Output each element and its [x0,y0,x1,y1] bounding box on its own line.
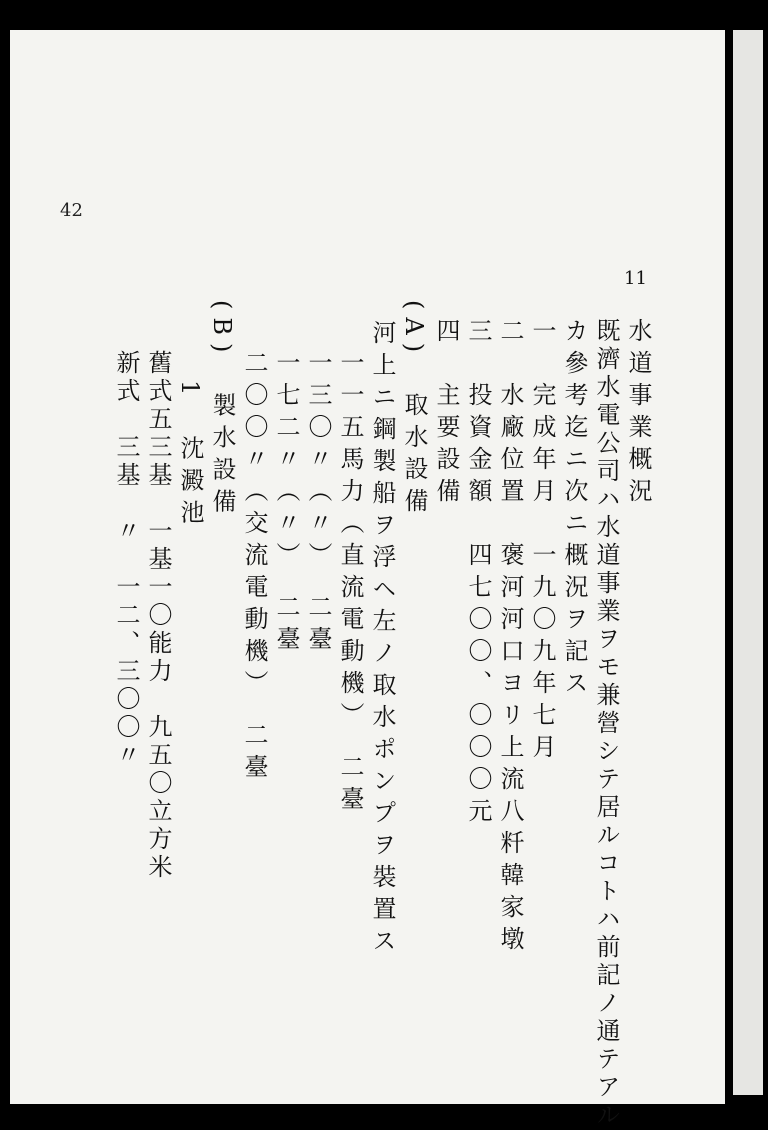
section-title: 水道事業概況 [624,318,652,510]
text-line: 二〇〇〃（交流電動機） 二臺 [240,350,268,786]
text-line: 一 完成年月 一九〇九年七月 [528,318,556,766]
text-line: (A) 取水設備 [400,300,428,521]
text-line: 四 主要設備 [432,318,460,510]
text-line: 既濟水電公司ハ水道事業ヲモ兼營シテ居ルコトハ前記ノ通テアル [592,318,620,1130]
text-line: 一三〇〃（〃） 二臺 [304,350,332,658]
text-line: 河上ニ鋼製船ヲ浮ヘ左ノ取水ポンプヲ裝置ス [368,320,396,960]
section-number: 11 [624,268,647,289]
text-line: 1 沈澱池 [176,380,204,532]
text-line: 二 水廠位置 褒河河口ヨリ上流八粁韓家墩 [496,318,524,958]
adjacent-page-edge [733,30,763,1095]
page-number: 42 [60,200,83,221]
text-line: 一一五馬力（直流電動機） 二臺 [336,350,364,818]
text-line: 舊式五三基 一基一〇能力 九五〇立方米 [144,350,172,882]
text-line: 一七二〃（〃） 二臺 [272,350,300,658]
text-line: 新式 三基 〃 一二、三〇〇〃 [112,350,140,770]
text-line: カ參考迄ニ次ニ概況ヲ記ス [560,318,588,702]
text-line: (B) 製水設備 [208,300,236,521]
text-line: 三 投資金額 四七〇〇、〇〇〇元 [464,318,492,830]
